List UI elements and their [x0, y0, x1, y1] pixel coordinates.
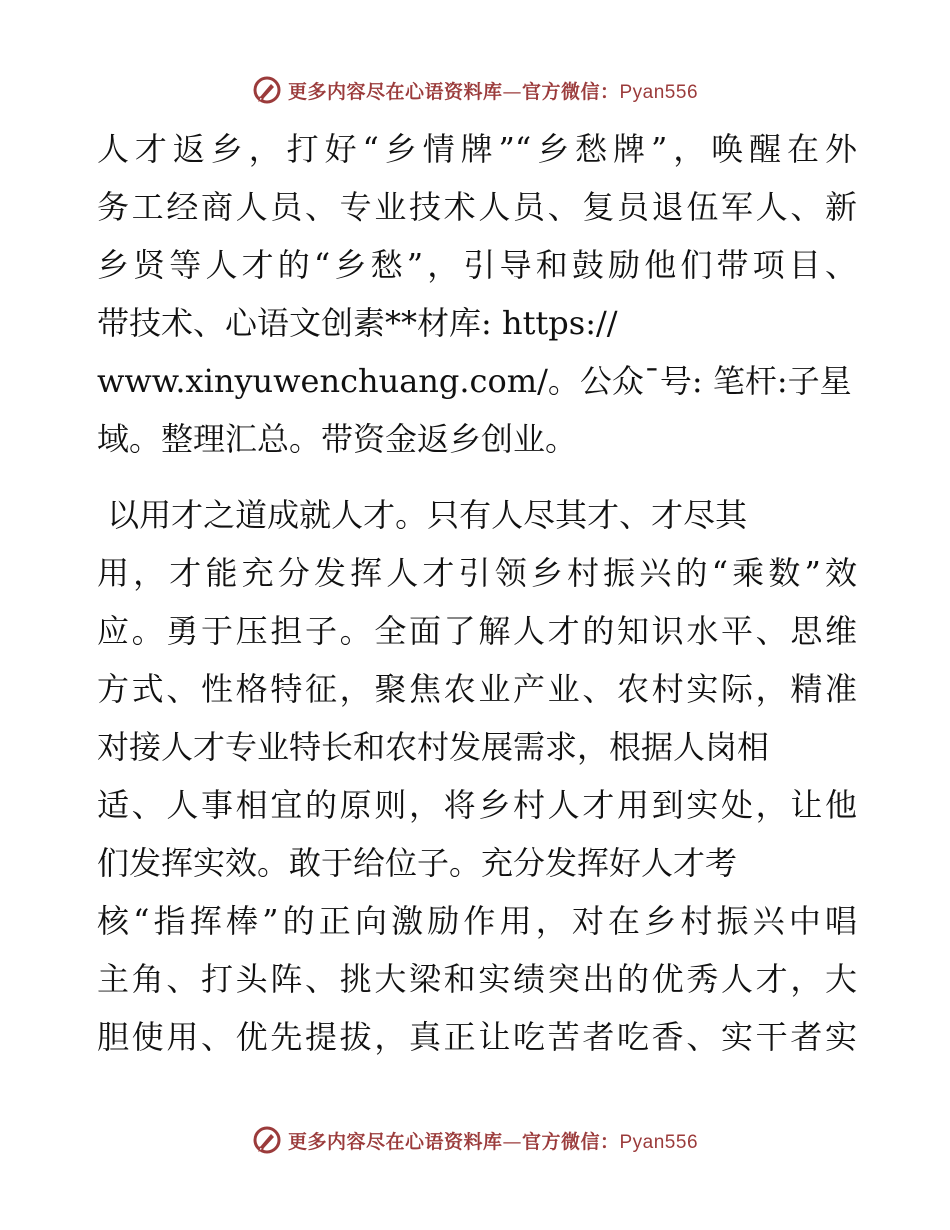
footer-text — [288, 1127, 698, 1154]
text-line: 以用才之道成就人才。只有人尽其才、才尽其 — [97, 496, 748, 534]
text-line: www.xinyuwenchuang.com/。公众¯号: 笔杆:子星 — [97, 362, 852, 400]
header-brand-text: 更多内容尽在心语资料库 — [287, 80, 503, 103]
text-line: 主角、打头阵、挑大梁和实绩突出的优秀人才，大 — [97, 960, 857, 998]
text-line: 胆使用、优先提拔，真正让吃苦者吃香、实干者实 — [97, 1018, 857, 1056]
text-line: 适、人事相宜的原则，将乡村人才用到实处，让他 — [97, 786, 857, 824]
text-line: 务工经商人员、专业技术人员、复员退伍军人、新 — [97, 188, 857, 226]
footer-contact-text: 官方微信： — [521, 1130, 620, 1153]
header-contact-text: 官方微信： — [521, 80, 620, 103]
text-line: 乡贤等人才的“乡愁”，引导和鼓励他们带项目、 — [97, 246, 857, 284]
header-banner — [0, 70, 950, 110]
footer-contact-id: Pyan556 — [619, 1131, 699, 1153]
header-dash: — — [502, 80, 522, 103]
text-line: 对接人才专业特长和农村发展需求，根据人岗相 — [97, 728, 770, 766]
text-line: 域。整理汇总。带资金返乡创业。 — [97, 420, 578, 458]
header-contact-id: Pyan556 — [619, 81, 699, 103]
paragraph-2 — [97, 486, 857, 1066]
pen-logo-icon — [252, 1125, 282, 1155]
footer-dash: — — [502, 1130, 522, 1153]
document-body — [97, 120, 857, 1066]
text-line: 们发挥实效。敢于给位子。充分发挥好人才考 — [97, 844, 738, 882]
paragraph-1 — [97, 120, 857, 468]
footer-banner — [0, 1120, 950, 1160]
text-line: 核“指挥棒”的正向激励作用，对在乡村振兴中唱 — [97, 902, 857, 940]
footer-brand-text: 更多内容尽在心语资料库 — [287, 1130, 503, 1153]
text-line: 人才返乡，打好“乡情牌”“乡愁牌”，唤醒在外 — [97, 130, 857, 168]
text-line: 应。勇于压担子。全面了解人才的知识水平、思维 — [97, 612, 857, 650]
text-line: 用，才能充分发挥人才引领乡村振兴的“乘数”效 — [97, 554, 857, 592]
header-text — [288, 77, 698, 104]
pen-logo-icon — [252, 75, 282, 105]
text-line: 方式、性格特征，聚焦农业产业、农村实际，精准 — [97, 670, 857, 708]
paragraph-gap — [97, 468, 857, 486]
text-line: 带技术、心语文创素**材库: https:// — [97, 304, 618, 342]
